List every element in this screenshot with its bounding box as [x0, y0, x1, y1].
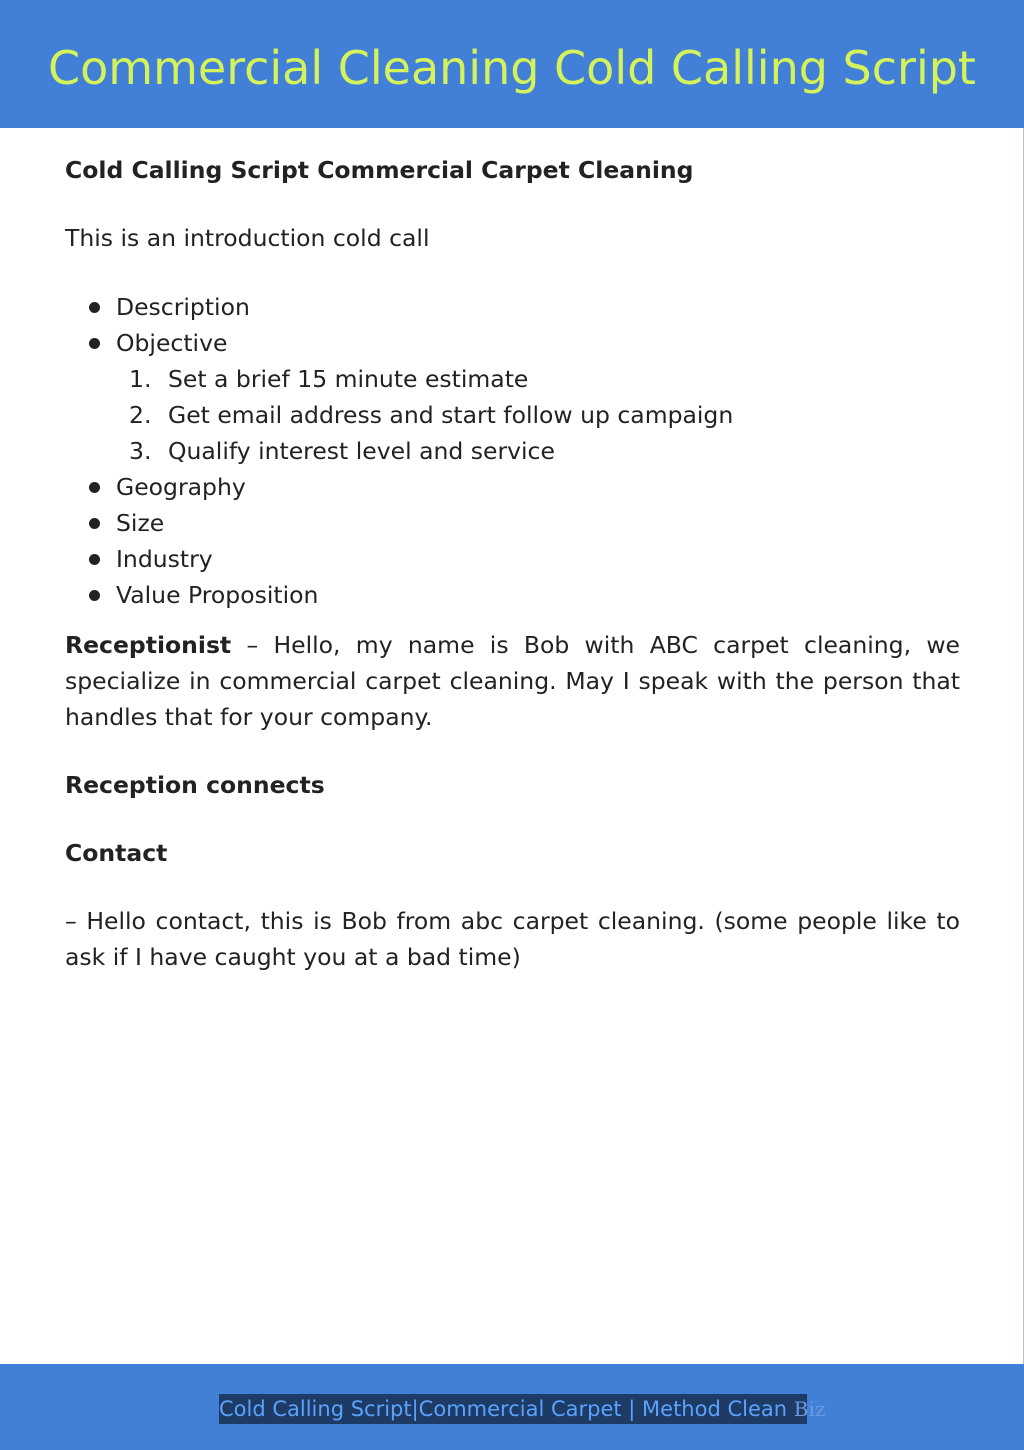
numbered-item-label: Qualify interest level and service	[168, 437, 555, 465]
item-number: 1.	[129, 365, 152, 393]
reception-connects-heading: Reception connects	[65, 771, 325, 799]
footer-biz-text: Biz	[793, 1397, 826, 1421]
list-item	[65, 289, 960, 325]
receptionist-label: Receptionist	[65, 631, 232, 659]
topic-list	[65, 289, 960, 613]
document-title: Commercial Cleaning Cold Calling Script	[48, 41, 976, 95]
receptionist-text: – Hello, my name is Bob with ABC carpet cleaning, we specialize in commercial carpet cleaning. May I speak with the person that handles that for your company.	[65, 631, 960, 731]
document-body	[65, 152, 960, 975]
footer-text: Cold Calling Script|Commercial Carpet | Method Clean	[219, 1397, 794, 1421]
objective-list	[116, 361, 960, 469]
numbered-item	[116, 433, 960, 469]
item-number: 3.	[129, 437, 152, 465]
list-item	[65, 541, 960, 577]
footer-text-band	[219, 1394, 826, 1424]
list-item-label: Geography	[116, 473, 246, 501]
list-item	[65, 469, 960, 505]
intro-text: This is an introduction cold call	[65, 224, 430, 252]
page-footer	[0, 1364, 1024, 1450]
bullet-icon	[89, 554, 100, 565]
bullet-icon	[89, 338, 100, 349]
list-item-label: Industry	[116, 545, 213, 573]
list-item	[65, 577, 960, 613]
contact-paragraph: – Hello contact, this is Bob from abc carpet cleaning. (some people like to ask if I have caught you at a bad time)	[65, 907, 960, 971]
list-item-label: Description	[116, 293, 250, 321]
bullet-icon	[89, 302, 100, 313]
section-heading: Cold Calling Script Commercial Carpet Cleaning	[65, 156, 694, 184]
page-header	[0, 0, 1024, 128]
list-item-label: Value Proposition	[116, 581, 319, 609]
numbered-item-label: Set a brief 15 minute estimate	[168, 365, 529, 393]
numbered-item	[116, 361, 960, 397]
list-item-label: Size	[116, 509, 165, 537]
bullet-icon	[89, 482, 100, 493]
contact-heading: Contact	[65, 839, 168, 867]
numbered-item-label: Get email address and start follow up campaign	[168, 401, 734, 429]
list-item	[65, 505, 960, 541]
receptionist-paragraph	[65, 627, 960, 735]
list-item	[65, 325, 960, 469]
item-number: 2.	[129, 401, 152, 429]
bullet-icon	[89, 590, 100, 601]
bullet-icon	[89, 518, 100, 529]
numbered-item	[116, 397, 960, 433]
list-item-label: Objective	[116, 329, 228, 357]
